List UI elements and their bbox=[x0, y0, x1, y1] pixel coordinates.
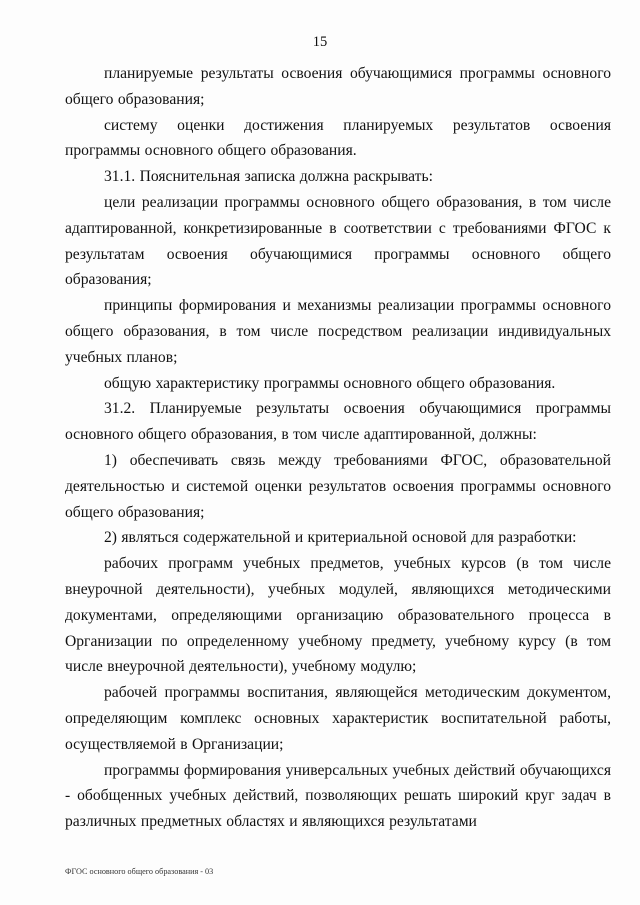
page-number: 15 bbox=[312, 34, 328, 50]
paragraph-10: рабочих программ учебных предметов, учебных курсов (в том числе внеурочной деятельности), учебных модулей, являющихся методическими документами, определяющими организацию образовательного процесса в Организации по определенному учебному предмету, учебному курсу (в том числе внеурочной деятельности), учебному модулю; bbox=[65, 555, 611, 676]
page-footer: ФГОС основного общего образования - 03 bbox=[65, 867, 214, 876]
paragraph-9: 2) являться содержательной и критериальной основой для разработки: bbox=[104, 529, 577, 547]
paragraph-3: 31.1. Пояснительная записка должна раскрывать: bbox=[104, 168, 433, 186]
paragraph-1: планируемые результаты освоения обучающимися программы основного общего образования; bbox=[65, 65, 611, 108]
paragraph-12: программы формирования универсальных учебных действий обучающихся - обобщенных учебных действий, позволяющих решать широкий круг задач в различных предметных областях и являющихся результатами bbox=[65, 761, 611, 831]
paragraph-6: общую характеристику программы основного общего образования. bbox=[104, 374, 556, 392]
paragraph-7: 31.2. Планируемые результаты освоения обучающимися программы основного общего образования, в том числе адаптированной, должны: bbox=[65, 400, 611, 444]
paragraph-2: систему оценки достижения планируемых результатов освоения программы основного общего образования. bbox=[65, 116, 611, 160]
paragraph-4: цели реализации программы основного общего образования, в том числе адаптированной, конкретизированные в соответствии с требованиями ФГОС к результатам освоения обучающимися программы основного общего образования; bbox=[65, 193, 611, 289]
document-body bbox=[65, 61, 611, 835]
paragraph-11: рабочей программы воспитания, являющейся методическим документом, определяющим комплекс основных характеристик воспитательной работы, осуществляемой в Организации; bbox=[65, 684, 611, 753]
paragraph-5: принципы формирования и механизмы реализации программы основного общего образования, в том числе посредством реализации индивидуальных учебных планов; bbox=[65, 297, 611, 366]
paragraph-8: 1) обеспечивать связь между требованиями ФГОС, образовательной деятельностью и системой оценки результатов освоения программы основного общего образования; bbox=[65, 451, 611, 521]
